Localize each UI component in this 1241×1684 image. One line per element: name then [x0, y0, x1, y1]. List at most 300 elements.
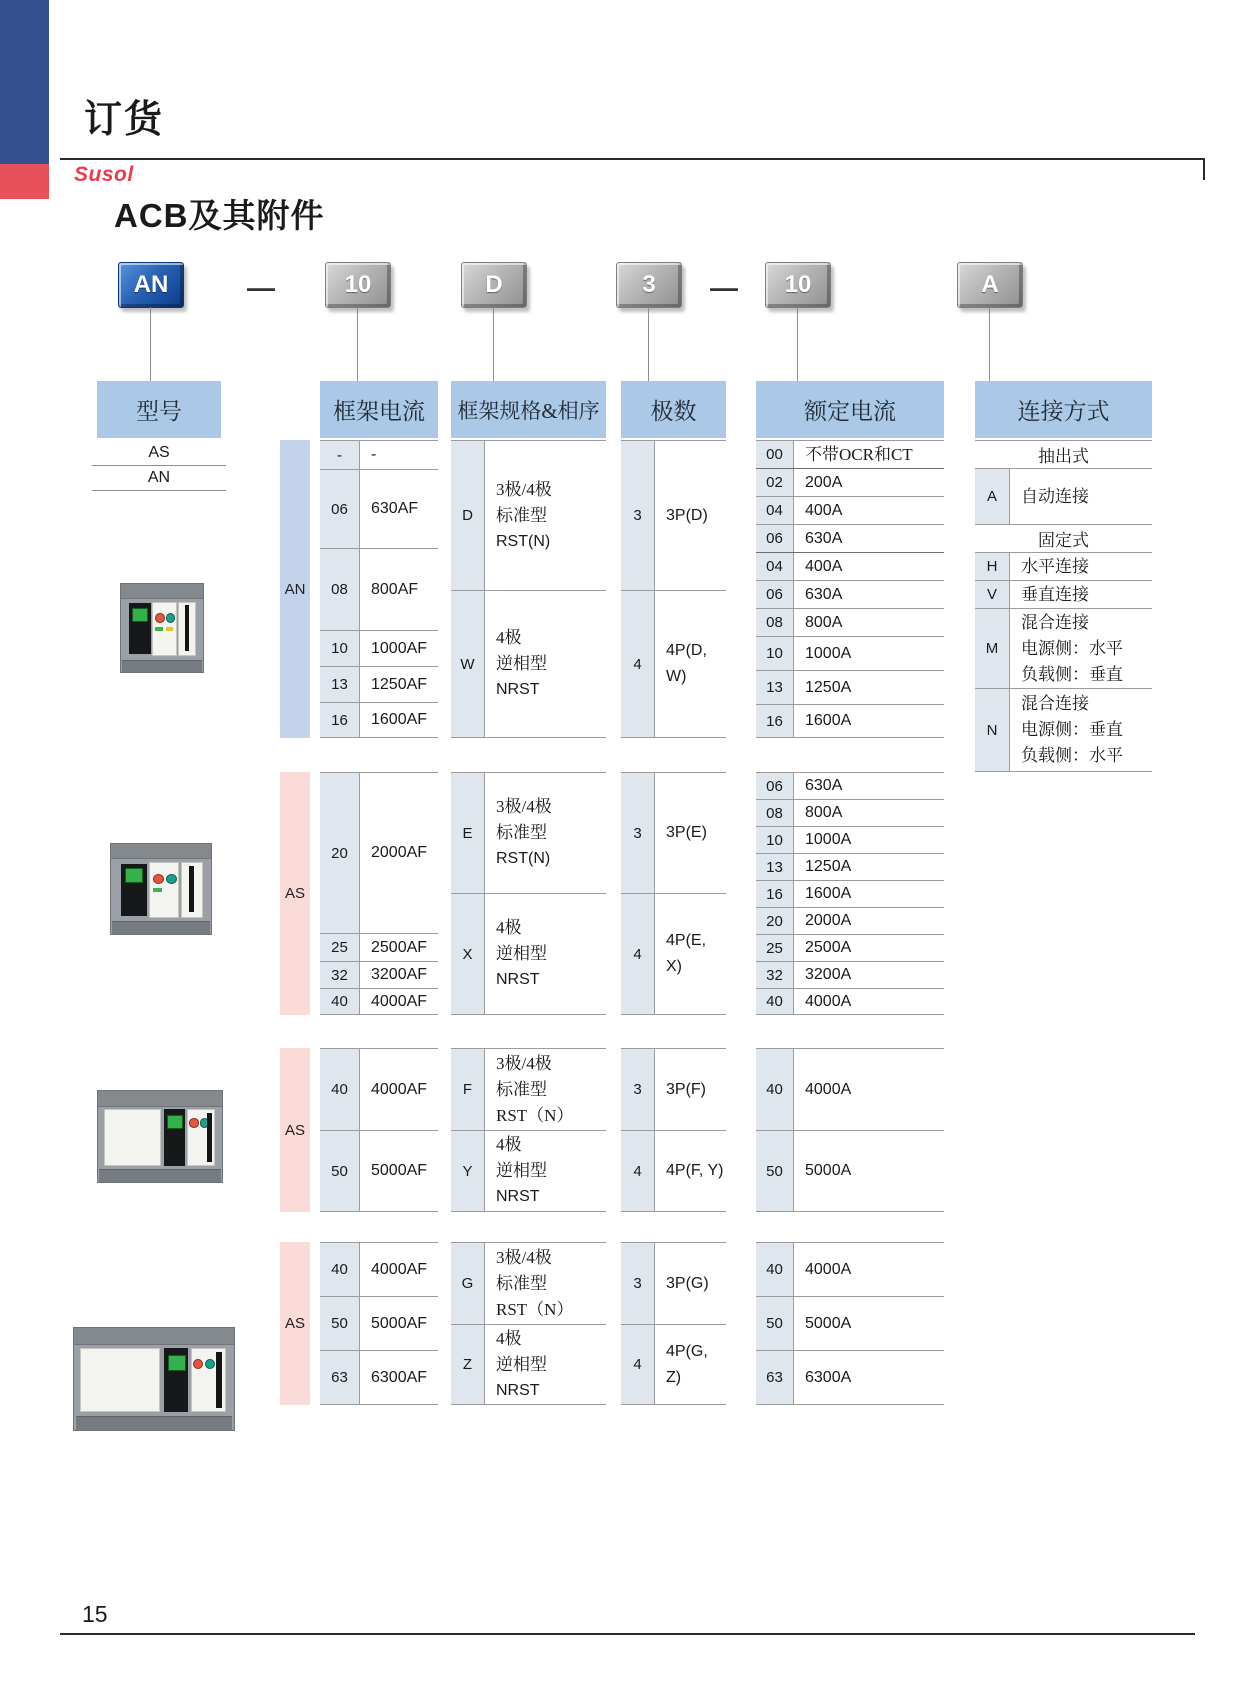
rated-current-row — [756, 934, 944, 961]
rated-current-row — [756, 961, 944, 988]
value-line: 800A — [805, 804, 843, 821]
frame-spec-column — [451, 440, 606, 738]
code-value: 63 — [766, 1369, 783, 1386]
code-cell — [621, 441, 655, 590]
value-line: 标准型 — [496, 1273, 547, 1293]
code-cell — [320, 989, 360, 1014]
code-cell — [451, 591, 485, 737]
code-cell — [756, 800, 794, 826]
connection-subheader — [975, 440, 1152, 468]
frame-current-row — [320, 961, 438, 988]
connection-column — [975, 440, 1152, 772]
code-value: 13 — [766, 858, 783, 876]
code-cell — [975, 553, 1010, 580]
frame-current-row — [320, 440, 438, 469]
value-cell — [360, 1131, 438, 1211]
value-line: 4极 — [496, 1135, 522, 1154]
value-line: 1250AF — [371, 675, 428, 693]
value-cell — [360, 1049, 438, 1130]
rated-current-row — [756, 1350, 944, 1405]
value-line: NRST — [496, 1188, 540, 1205]
code-value: 02 — [766, 474, 783, 491]
connection-row — [975, 468, 1152, 524]
rated-current-row — [756, 608, 944, 636]
code-cell — [756, 989, 794, 1014]
value-cell — [794, 1243, 944, 1296]
code-cell — [320, 1243, 360, 1296]
code-value: - — [337, 446, 342, 464]
value-line: 混合连接 — [1021, 612, 1089, 632]
value-cell — [794, 671, 944, 704]
code-cell — [756, 935, 794, 961]
code-cell — [756, 705, 794, 737]
value-line: 不带OCR和CT — [805, 444, 913, 464]
rated-current-row — [756, 496, 944, 524]
code-cell — [756, 1243, 794, 1296]
connection-row — [975, 552, 1152, 580]
section-label: AS — [284, 1315, 305, 1332]
value-line: 2500A — [805, 939, 852, 956]
code-cell — [451, 1243, 485, 1324]
code-value: 08 — [331, 581, 348, 598]
poles-column — [621, 1048, 726, 1212]
header-model: 型号 — [97, 381, 221, 438]
value-cell — [794, 908, 944, 934]
code-cell — [320, 1297, 360, 1350]
value-cell — [794, 609, 944, 636]
value-line: 3P(F) — [666, 1080, 706, 1098]
code-value: 04 — [766, 558, 783, 575]
code-cell — [451, 1131, 485, 1211]
code-cell — [320, 773, 360, 933]
rated-current-row — [756, 853, 944, 880]
frame-current-row — [320, 933, 438, 961]
code-cell — [756, 671, 794, 704]
code-value: 10 — [766, 831, 783, 849]
rated-current-row — [756, 988, 944, 1015]
frame-current-row — [320, 469, 438, 548]
value-line: 3极/4极 — [496, 1053, 552, 1073]
code-cell — [975, 581, 1010, 608]
value-line: 630A — [805, 777, 843, 794]
value-line: 3P(G) — [666, 1274, 709, 1292]
value-cell — [794, 1351, 944, 1404]
value-line: 4极 — [496, 918, 522, 937]
frame-current-row — [320, 1130, 438, 1212]
value-line: 400A — [805, 557, 843, 575]
code-value: D — [462, 507, 473, 524]
header-rated-current: 额定电流 — [756, 381, 944, 438]
value-cell — [485, 1325, 606, 1404]
code-value: 06 — [331, 500, 348, 518]
value-line: 6300AF — [371, 1368, 428, 1386]
code-separator: — — [247, 272, 275, 303]
code-value: A — [986, 488, 997, 505]
value-line: RST(N) — [496, 532, 551, 550]
section-label-bar — [280, 772, 310, 1015]
rated-current-row — [756, 580, 944, 608]
value-line: 4极 — [496, 628, 522, 647]
poles-block — [621, 772, 726, 893]
rated-current-row — [756, 880, 944, 907]
rated-current-row — [756, 772, 944, 799]
code-value: 06 — [766, 586, 783, 603]
frame-spec-block — [451, 1130, 606, 1212]
frame-current-row — [320, 772, 438, 933]
top-divider-tick — [1203, 158, 1205, 180]
value-line: 电源侧：垂直 — [1021, 720, 1123, 739]
rated-current-row — [756, 704, 944, 738]
connector-line — [797, 307, 798, 381]
connection-row — [975, 688, 1152, 772]
value-line: 2500AF — [371, 938, 428, 956]
value-cell — [1010, 553, 1152, 580]
code-cell — [621, 894, 655, 1014]
value-cell — [794, 525, 944, 552]
code-cell — [756, 1297, 794, 1350]
code-cell — [975, 609, 1010, 688]
value-cell — [794, 469, 944, 496]
value-cell — [794, 800, 944, 826]
code-value: 06 — [766, 530, 783, 547]
value-line: 3P(E) — [666, 824, 707, 841]
frame-current-row — [320, 630, 438, 666]
code-cell — [621, 773, 655, 893]
frame-spec-column — [451, 1048, 606, 1212]
value-line: 3200A — [805, 966, 852, 983]
connection-subheader-label: 抽出式 — [1038, 447, 1089, 466]
value-cell — [360, 667, 438, 702]
code-cell — [320, 934, 360, 961]
rated-current-row — [756, 1130, 944, 1212]
value-line: 1600AF — [371, 711, 428, 728]
value-line: - — [371, 446, 377, 463]
rated-current-row — [756, 907, 944, 934]
code-separator: — — [710, 272, 738, 303]
rated-current-row — [756, 799, 944, 826]
value-cell — [485, 1049, 606, 1130]
acb-breaker-photo-as-4000 — [97, 1090, 223, 1183]
value-line: 3P(D) — [666, 506, 708, 524]
rated-current-column — [756, 772, 944, 1015]
value-line: 混合连接 — [1021, 694, 1089, 713]
code-value: 50 — [331, 1315, 348, 1332]
value-cell — [794, 827, 944, 853]
value-cell — [485, 441, 606, 590]
value-line: 1000A — [805, 644, 852, 662]
poles-block — [621, 590, 726, 738]
value-line: 5000AF — [371, 1314, 428, 1332]
value-cell — [360, 441, 438, 469]
rated-current-row — [756, 524, 944, 552]
value-cell — [1010, 689, 1152, 771]
value-line: 800AF — [371, 580, 419, 598]
value-line: 4P(G, Z) — [666, 1342, 708, 1386]
value-cell — [485, 1243, 606, 1324]
code-value: Y — [462, 1162, 473, 1180]
code-cell — [756, 827, 794, 853]
code-cell — [320, 1131, 360, 1211]
code-value: 08 — [766, 614, 783, 631]
value-line: RST（N） — [496, 1299, 574, 1319]
value-cell — [360, 470, 438, 548]
code-cell — [320, 441, 360, 469]
value-line: 5000A — [805, 1162, 852, 1179]
rated-current-row — [756, 552, 944, 580]
code-value: 50 — [331, 1162, 348, 1180]
code-value: 04 — [766, 502, 783, 519]
code-cell — [756, 497, 794, 524]
value-line: 垂直连接 — [1021, 584, 1089, 604]
frame-spec-block — [451, 1048, 606, 1130]
value-line: 4P(F, Y) — [666, 1162, 724, 1179]
poles-block — [621, 893, 726, 1015]
value-line: 逆相型 — [496, 654, 547, 673]
value-line: 标准型 — [496, 1079, 547, 1099]
value-cell — [794, 773, 944, 799]
poles-block — [621, 1130, 726, 1212]
code-cell — [621, 1243, 655, 1324]
value-cell — [485, 773, 606, 893]
code-cell — [756, 1131, 794, 1211]
value-cell — [794, 637, 944, 670]
code-cell — [621, 591, 655, 737]
code-value: 13 — [766, 679, 783, 696]
header-connection: 连接方式 — [975, 381, 1152, 438]
value-line: 200A — [805, 473, 843, 491]
connector-line — [150, 307, 151, 381]
value-line: 逆相型 — [496, 1354, 547, 1374]
code-cell — [320, 470, 360, 548]
value-cell — [485, 1131, 606, 1211]
code-value: 10 — [331, 640, 348, 657]
rated-current-row — [756, 1296, 944, 1350]
value-line: 3200AF — [371, 966, 428, 983]
value-cell — [794, 989, 944, 1014]
acb-breaker-photo-an — [120, 583, 204, 673]
code-value: 3 — [633, 824, 642, 842]
value-cell — [794, 962, 944, 988]
code-value: 20 — [331, 844, 348, 862]
value-line: 4000A — [805, 1080, 852, 1098]
value-cell — [360, 989, 438, 1014]
value-line: 标准型 — [496, 505, 547, 525]
value-cell — [360, 773, 438, 933]
frame-current-row — [320, 988, 438, 1015]
value-line: NRST — [496, 681, 540, 698]
code-cell — [756, 773, 794, 799]
value-line: 2000A — [805, 912, 852, 929]
code-cell — [320, 631, 360, 666]
value-cell — [1010, 609, 1152, 688]
code-value: Z — [462, 1356, 473, 1373]
value-line: 5000A — [805, 1314, 852, 1332]
frame-spec-block — [451, 590, 606, 738]
frame-current-row — [320, 666, 438, 702]
code-value: W — [460, 655, 475, 673]
section-heading: ACB及其附件 — [114, 197, 325, 234]
value-line: RST（N） — [496, 1105, 574, 1125]
code-value: G — [461, 1275, 474, 1292]
code-cell — [451, 894, 485, 1014]
code-value: 00 — [766, 446, 783, 463]
frame-current-column — [320, 1242, 438, 1405]
connector-line — [648, 307, 649, 381]
code-cell — [756, 553, 794, 580]
frame-spec-column — [451, 1242, 606, 1405]
section-label: AN — [284, 580, 306, 598]
value-cell — [360, 962, 438, 988]
code-value: 63 — [331, 1369, 348, 1386]
value-line: 1600A — [805, 885, 852, 902]
value-cell — [655, 591, 726, 737]
code-value: 40 — [331, 993, 348, 1010]
value-line: 水平连接 — [1021, 556, 1089, 576]
code-value: H — [986, 558, 998, 575]
value-cell — [794, 881, 944, 907]
code-cell — [451, 1325, 485, 1404]
code-box-frame-current: 10 — [325, 262, 391, 308]
value-line: 4000AF — [371, 992, 428, 1010]
value-line: 400A — [805, 501, 843, 519]
code-cell — [451, 1049, 485, 1130]
value-cell — [655, 1243, 726, 1324]
frame-current-row — [320, 702, 438, 738]
rated-current-row — [756, 670, 944, 704]
value-line: 4极 — [496, 1328, 522, 1348]
code-cell — [621, 1049, 655, 1130]
frame-current-column — [320, 1048, 438, 1212]
poles-column — [621, 1242, 726, 1405]
rated-current-row — [756, 440, 944, 468]
value-cell — [360, 703, 438, 737]
rated-current-row — [756, 1242, 944, 1296]
frame-spec-block — [451, 893, 606, 1015]
frame-current-column — [320, 772, 438, 1015]
value-cell — [655, 1131, 726, 1211]
code-box-model: AN — [118, 262, 184, 308]
frame-spec-block — [451, 440, 606, 590]
value-line: 负载侧：垂直 — [1021, 664, 1123, 684]
value-line: 2000AF — [371, 844, 428, 861]
poles-block — [621, 1048, 726, 1130]
code-value: 06 — [766, 777, 783, 795]
value-line: 逆相型 — [496, 1161, 547, 1180]
rated-current-row — [756, 636, 944, 670]
page-number: 15 — [82, 1601, 108, 1627]
code-value: E — [462, 824, 473, 842]
value-line: 电源侧：水平 — [1021, 638, 1123, 658]
frame-current-row — [320, 548, 438, 630]
code-value: 40 — [331, 1081, 348, 1098]
code-cell — [756, 1351, 794, 1404]
value-cell — [360, 631, 438, 666]
value-cell — [485, 894, 606, 1014]
code-cell — [320, 667, 360, 702]
connection-row — [975, 580, 1152, 608]
frame-spec-column — [451, 772, 606, 1015]
rated-current-row — [756, 468, 944, 496]
value-line: 630AF — [371, 500, 419, 517]
frame-current-row — [320, 1048, 438, 1130]
value-line: 3极/4极 — [496, 479, 552, 499]
value-cell — [655, 773, 726, 893]
value-cell — [655, 441, 726, 590]
value-line: 1250A — [805, 678, 852, 696]
value-line: 4000A — [805, 1260, 852, 1278]
code-value: V — [986, 586, 997, 603]
value-line: 自动连接 — [1021, 486, 1089, 506]
value-cell — [1010, 581, 1152, 608]
code-value: 08 — [766, 804, 783, 822]
value-cell — [794, 1131, 944, 1211]
value-line: 630A — [805, 585, 843, 603]
value-line: 4000AF — [371, 1260, 428, 1278]
code-cell — [756, 854, 794, 880]
code-cell — [451, 441, 485, 590]
frame-spec-block — [451, 772, 606, 893]
code-value: 3 — [633, 507, 642, 524]
value-line: 800A — [805, 613, 843, 631]
code-value: 16 — [331, 711, 348, 729]
code-box-connection: A — [957, 262, 1023, 308]
code-value: 4 — [633, 655, 642, 673]
value-cell — [794, 497, 944, 524]
value-cell — [794, 705, 944, 737]
rated-current-row — [756, 1048, 944, 1130]
header-poles: 极数 — [621, 381, 726, 438]
value-line: 3极/4极 — [496, 1247, 552, 1267]
value-line: 负载侧：水平 — [1021, 746, 1123, 765]
code-value: 3 — [633, 1275, 642, 1292]
code-cell — [320, 549, 360, 630]
top-divider — [60, 158, 1205, 160]
value-cell — [794, 854, 944, 880]
code-value: 40 — [331, 1261, 348, 1278]
code-cell — [320, 1049, 360, 1130]
code-value: 20 — [766, 912, 783, 930]
header-frame-spec: 框架规格&相序 — [451, 381, 606, 438]
poles-column — [621, 440, 726, 738]
frame-current-row — [320, 1242, 438, 1296]
value-line: 4000A — [805, 992, 852, 1010]
code-value: 16 — [766, 885, 783, 903]
code-value: F — [462, 1081, 473, 1098]
value-cell — [360, 1297, 438, 1350]
value-cell — [1010, 469, 1152, 524]
value-cell — [360, 1351, 438, 1404]
code-value: N — [986, 721, 998, 739]
code-value: 25 — [331, 939, 348, 956]
value-line: NRST — [496, 1381, 540, 1399]
value-cell — [794, 1049, 944, 1130]
code-cell — [756, 581, 794, 608]
value-cell — [794, 553, 944, 580]
frame-current-row — [320, 1350, 438, 1405]
code-value: 3 — [633, 1081, 642, 1098]
frame-spec-block — [451, 1324, 606, 1405]
brand-logo: Susol — [74, 163, 134, 186]
rated-current-row — [756, 826, 944, 853]
code-value: 4 — [633, 1356, 642, 1373]
connector-line — [989, 307, 990, 381]
code-cell — [975, 469, 1010, 524]
value-line: 630A — [805, 529, 843, 547]
section-label: AS — [284, 885, 305, 902]
code-cell — [320, 962, 360, 988]
value-line: 1000AF — [371, 639, 428, 657]
value-cell — [794, 935, 944, 961]
